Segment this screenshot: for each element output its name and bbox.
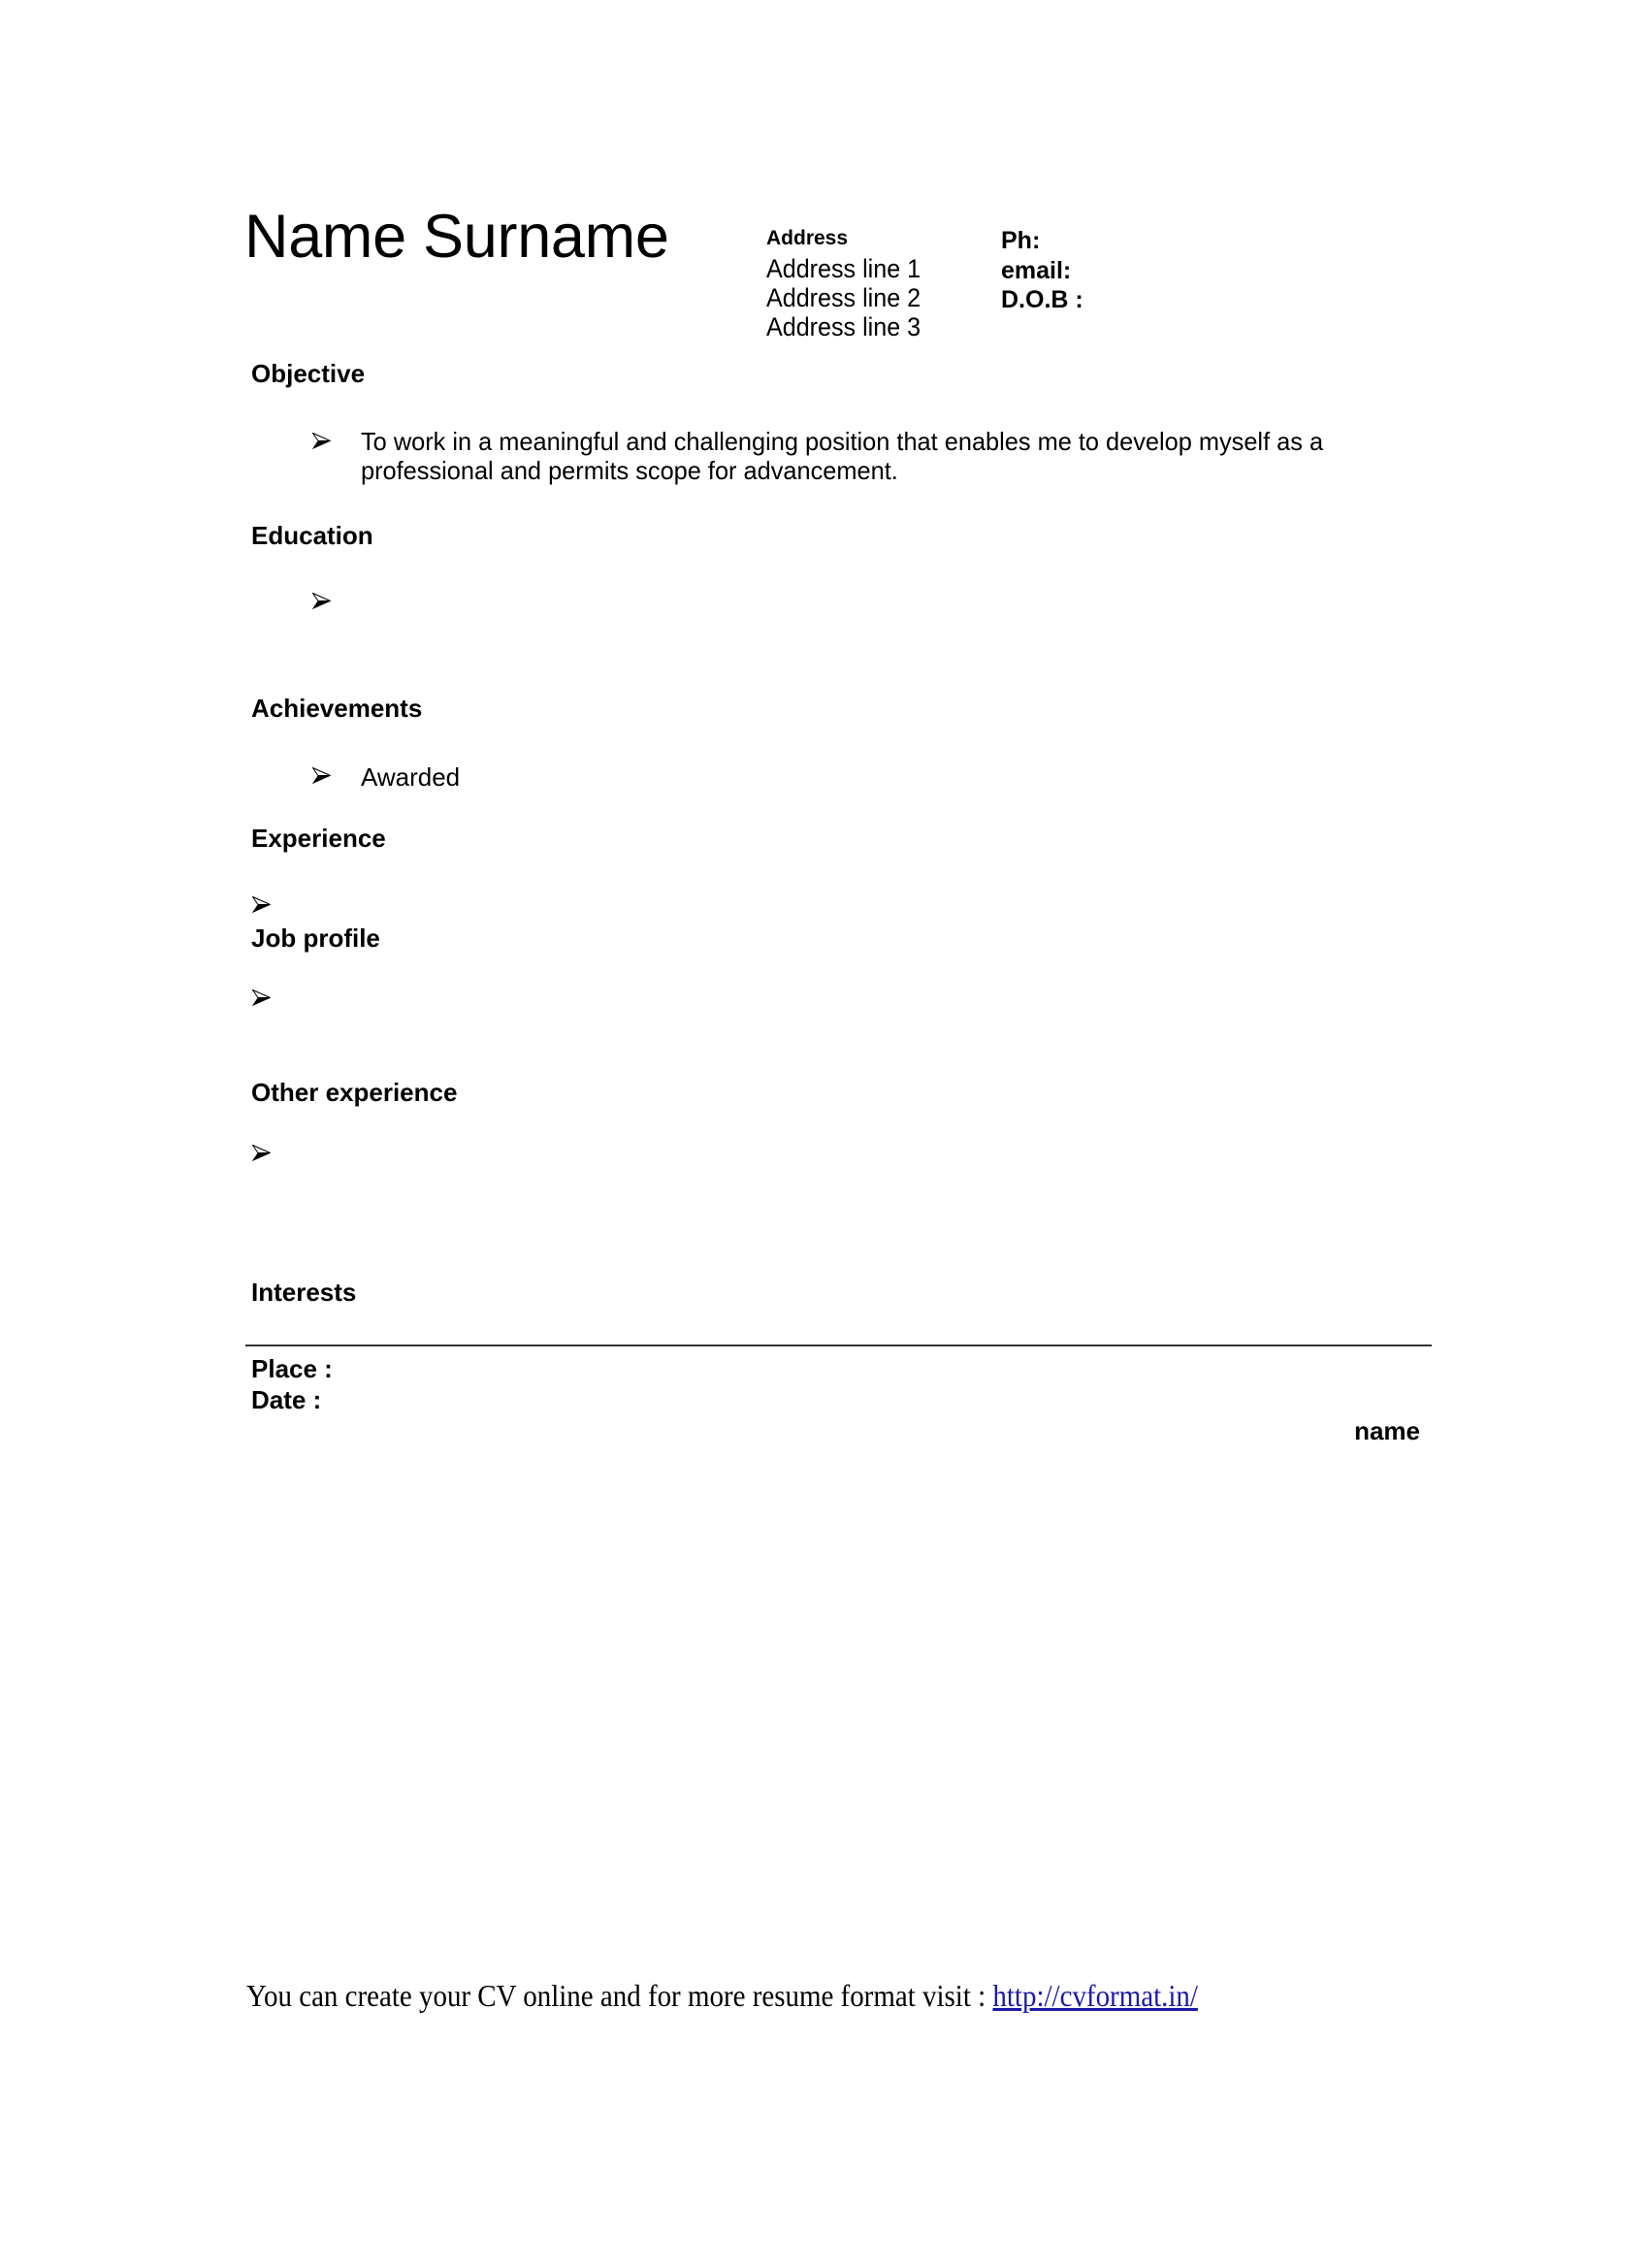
section-heading-objective: Objective (251, 359, 366, 388)
footer-note (246, 1980, 1198, 2011)
arrowhead-bullet-icon (312, 433, 331, 449)
objective-text-line-2: professional and permits scope for advancement. (361, 456, 898, 485)
arrowhead-bullet-icon (252, 896, 271, 913)
objective-text-line-1: To work in a meaningful and challenging position that enables me to develop myself as a (361, 427, 1324, 456)
section-heading-job-profile: Job profile (251, 923, 380, 953)
signature-name: name (1354, 1416, 1420, 1445)
section-heading-education: Education (251, 521, 373, 550)
address-line-3: Address line 3 (766, 312, 922, 341)
candidate-name: Name Surname (244, 203, 669, 271)
arrowhead-bullet-icon (312, 593, 331, 609)
cvformat-link[interactable]: http://cvformat.in/ (992, 1978, 1198, 2013)
address-label: Address (766, 227, 849, 249)
phone-label: Ph: (1001, 227, 1041, 254)
place-label: Place : (251, 1354, 333, 1383)
achievement-item: Awarded (361, 762, 461, 792)
email-label: email: (1001, 257, 1072, 284)
section-heading-interests: Interests (251, 1278, 357, 1307)
address-line-1: Address line 1 (766, 254, 922, 283)
section-heading-experience: Experience (251, 824, 386, 853)
address-line-2: Address line 2 (766, 283, 922, 312)
dob-label: D.O.B : (1001, 286, 1083, 313)
arrowhead-bullet-icon (252, 1145, 271, 1161)
arrowhead-bullet-icon (252, 989, 271, 1006)
arrowhead-bullet-icon (312, 767, 331, 784)
footer-text: You can create your CV online and for more resume format visit : (246, 1978, 993, 2013)
section-heading-other-experience: Other experience (251, 1078, 458, 1107)
horizontal-divider (245, 1345, 1432, 1346)
section-heading-achievements: Achievements (251, 694, 423, 723)
date-label: Date : (251, 1385, 322, 1414)
